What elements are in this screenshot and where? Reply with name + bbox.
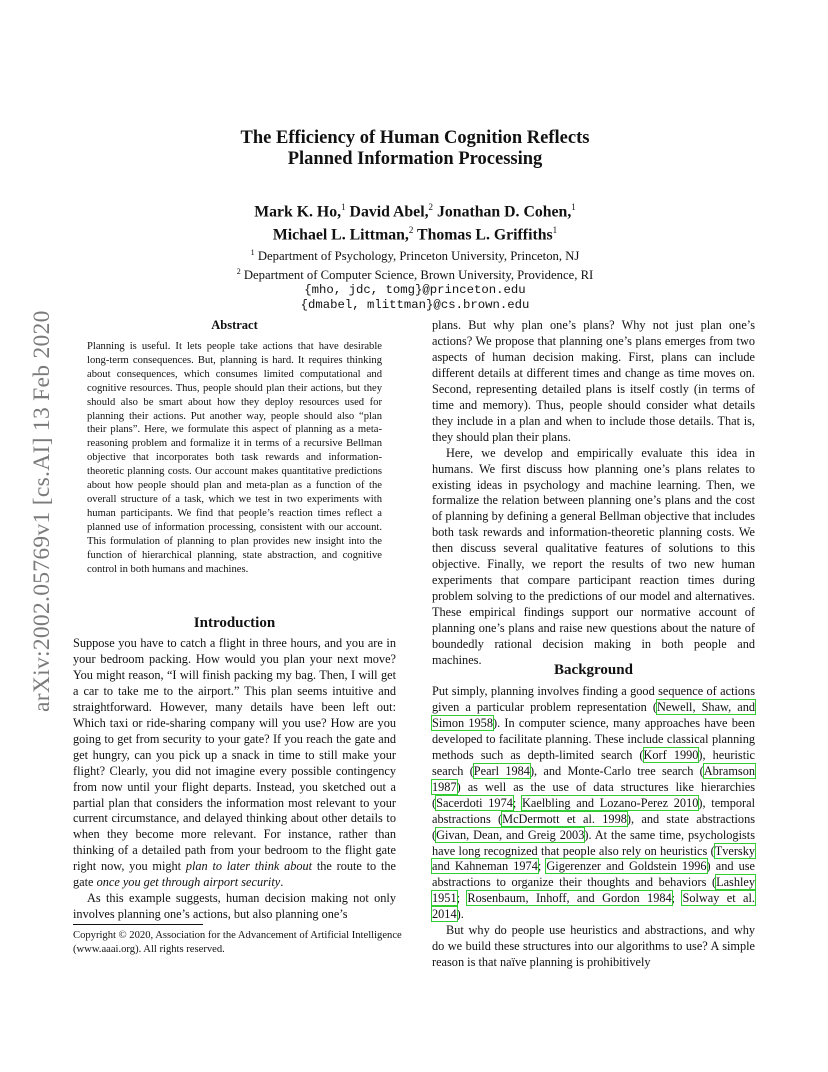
emphasis-text: once you get through airport security (96, 875, 281, 890)
citation-link[interactable]: Kaelbling and Lozano-Perez 2010 (522, 795, 699, 810)
emphasis-text: plan to later think about (185, 859, 313, 874)
citation-link[interactable]: Givan, Dean, and Greig 2003 (436, 827, 585, 842)
citation-link[interactable]: Gigerenzer and Goldstein 1996 (546, 859, 707, 874)
background-paragraph (432, 684, 755, 923)
abstract-text: Planning is useful. It lets people take actions that have desirable long-term consequences. But, planning is hard. It requires thinking about consequences, which consumes limited computational and cognitive resources. Thus, people should plan their actions, but they should also be smart about how they deploy resources used for planning their actions. Put another way, people should also “plan their plans”. Here, we formulate this aspect of planning as a meta-reasoning problem and formalize it in terms of a recursive Bellman objective that incorporates both task rewards and information-theoretic planning costs. Our account makes quantitative predictions about how people should plan and meta-plan as a function of the overall structure of a task, which we test in two experiments with human participants. We find that people’s reaction times reflect a planned use of information processing, consistent with our account. This formulation of planning to plan provides new insight into the function of hierarchical planning, state abstraction, and cognitive control in both humans and machines. (87, 341, 382, 575)
author-name: Thomas L. Griffiths (417, 226, 553, 244)
affiliation-2 (160, 264, 670, 283)
background-paragraph: But why do people use heuristics and abstractions, and why do we build these structures into our algorithms to use? A simple reason is that naïve planning is prohibitively (432, 923, 755, 970)
citation-link[interactable]: Tversky and Kahneman 1974 (432, 843, 755, 874)
paper-title (160, 128, 670, 170)
authors-line-1 (160, 198, 670, 221)
text-run: ) and use abstractions to organize their thoughts and behaviors ( (432, 859, 756, 890)
citation-link[interactable]: Lashley 1951 (432, 875, 755, 906)
abstract-heading: Abstract (211, 318, 258, 332)
text-run: ), heuristic search ( (432, 747, 755, 778)
author-name: Mark K. Ho, (254, 203, 342, 221)
affil-text: Department of Psychology, Princeton University, Princeton, NJ (257, 248, 580, 263)
citation-link[interactable]: Solway et al. 2014 (432, 891, 755, 922)
author-affil-mark: 2 (408, 225, 414, 236)
text-run: ; (537, 859, 547, 874)
text-run: Suppose you have to catch a flight in three hours, and you are in your bedroom packing. How would you plan your next move? You might reason, “I will finish packing my bag. Then, I will get a car to take me to the airport.” This plan seems intuitive and straightforward. However, many details have been left out: Which taxi or ride-sharing company will you use? How are you going to get from security to your gate? If you reach the gate and get hungry, can you pick up a snack in time to still make your flight? Clearly, you did not imagine every possible contingency from now until your flight departs. Instead, you sketched out a partial plan that considers the information most relevant to your current circumstance, and delayed thinking about other details to when they become more relevant. For instance, rather than thinking of a detailed path from your bedroom to the flight gate right now, you might (73, 636, 396, 874)
author-list (160, 198, 670, 245)
citation-link[interactable]: Pearl 1984 (473, 763, 530, 778)
citation-link[interactable]: Sacerdoti 1974 (436, 795, 513, 810)
author-affil-mark: 1 (341, 202, 346, 212)
email-line-1: {mho, jdc, tomg}@princeton.edu (304, 283, 526, 297)
author-affil-mark: 1 (552, 225, 558, 236)
author-name: David Abel, (349, 203, 429, 221)
background-body (432, 684, 755, 971)
citation-link[interactable]: McDermott et al. 1998 (502, 811, 627, 826)
affiliation-1 (160, 245, 670, 264)
intro-paragraph: plans. But why plan one’s plans? Why not just plan one’s actions? We propose that planning one’s plans emerges from two aspects of human decision making. First, plans can include different details at different times and change as time moves on. Second, representing detailed plans is itself costly (in terms of time and memory). Thus, people should consider what details they include in a plan and when to include those details. That is, they should plan their plans. (432, 318, 755, 444)
citation-link[interactable]: Korf 1990 (643, 747, 699, 762)
arxiv-id-text: arXiv:2002.05769v1 [cs.AI] 13 Feb 2020 (29, 310, 55, 712)
affil-text: Department of Computer Science, Brown University, Providence, RI (243, 268, 594, 282)
text-run: ), and state abstractions ( (432, 811, 756, 842)
text-run: the route to the gate (73, 859, 396, 890)
title-line-1: The Efficiency of Human Cognition Reflects (240, 128, 590, 148)
background-heading: Background (554, 662, 633, 678)
authors-line-2 (160, 221, 670, 244)
arxiv-identifier-stamp (22, 292, 62, 712)
text-run: ). At the same time, psychologists have long recognized that people also rely on heuristics ( (432, 827, 755, 858)
text-run: ). (456, 907, 464, 922)
text-run: . (280, 875, 284, 890)
author-affil-mark: 2 (428, 202, 434, 212)
text-run: ), temporal abstractions ( (432, 795, 756, 826)
text-run: ). In computer science, many approaches have been developed to facilitate planning. These include classical planning methods such as depth-limited search ( (432, 715, 755, 762)
right-column-intro (432, 318, 755, 669)
citation-link[interactable]: Abramson 1987 (432, 763, 755, 794)
citation-link[interactable]: Newell, Shaw, and Simon 1958 (432, 699, 756, 730)
introduction-body (73, 636, 396, 923)
title-line-2: Planned Information Processing (287, 149, 543, 169)
email-line-2: {dmabel, mlittman}@cs.brown.edu (300, 298, 530, 312)
text-run: Put simply, planning involves finding a good sequence of actions given a particular problem representation ( (432, 684, 755, 714)
citation-link[interactable]: Rosenbaum, Inhoff, and Gordon 1984 (467, 891, 672, 906)
copyright-notice: Copyright © 2020, Association for the Advancement of Artificial Intelligence (www.aaai.org). All rights reserved. (73, 930, 402, 955)
text-run: ; (512, 795, 523, 810)
affil-mark: 2 (236, 266, 241, 276)
text-run: ) as well as the use of data structures like hierarchies ( (432, 779, 755, 810)
author-affil-mark: 1 (571, 202, 576, 212)
text-run: ; (671, 891, 683, 906)
text-run: ), and Monte-Carlo tree search ( (529, 763, 704, 778)
author-name: Michael L. Littman, (272, 226, 409, 244)
intro-paragraph: Here, we develop and empirically evaluate this idea in humans. We first discuss how planning one’s plans relates to existing ideas in psychology and machine learning. Then, we formalize the relation between planning one’s plans and the cost of planning by defining a general Bellman objective that includes both task rewards and information-theoretic planning costs. We then discuss several qualitative features of solutions to this objective. Finally, we report the results of two new human experiments that compare participant reaction times during problem solving to the predictions of our model and alternatives. These empirical findings support our normative account of planning one’s plans and raise new questions about the nature of boundedly rational decision making in both people and machines. (432, 445, 755, 668)
affil-mark: 1 (250, 247, 255, 257)
author-name: Jonathan D. Cohen, (436, 203, 572, 221)
intro-paragraph: As this example suggests, human decision making not only involves planning one’s actions, but also planning one’s (73, 891, 396, 922)
intro-paragraph (73, 636, 396, 891)
introduction-heading: Introduction (193, 615, 276, 631)
title-block (160, 128, 670, 313)
footnote-rule (73, 924, 203, 925)
text-run: ; (456, 891, 468, 906)
